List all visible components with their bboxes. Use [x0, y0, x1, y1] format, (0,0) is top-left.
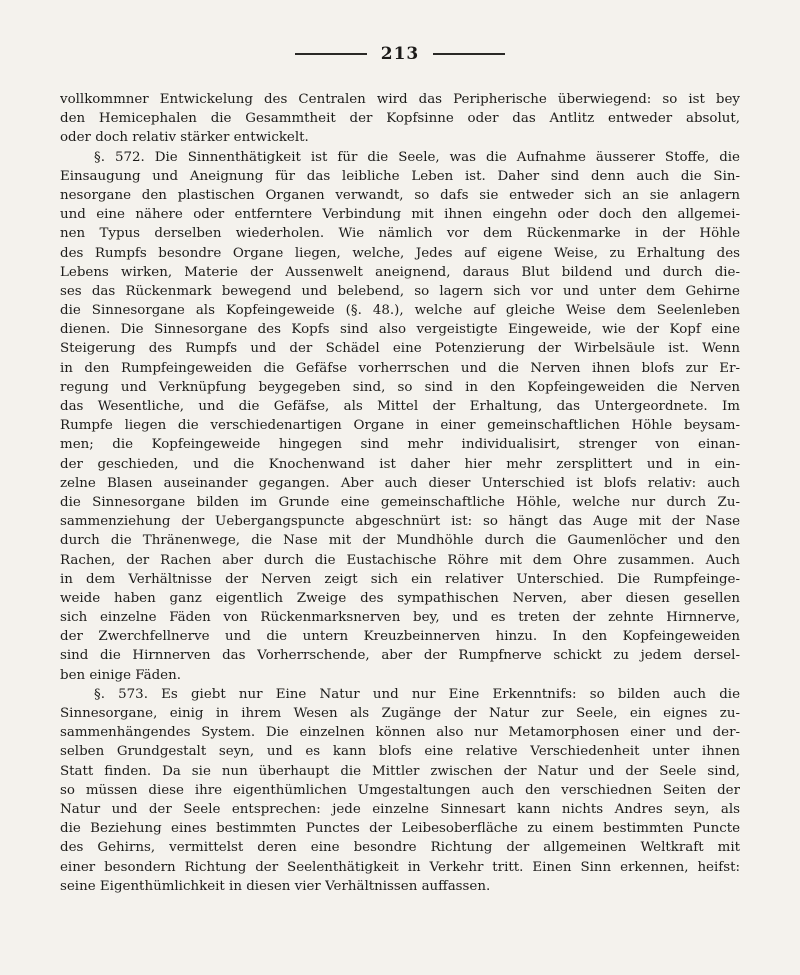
text-line: ben einige Fäden. — [60, 667, 181, 683]
text-line: die Sinnesorgane bilden im Grunde eine gemeinschaftliche Höhle, welche nur durch Zu- — [60, 494, 740, 510]
text-line: §. 573. Es giebt nur Eine Natur und nur Eine Erkenntnifs: so bilden auch die — [94, 686, 740, 702]
text-line: des Rumpfs besondre Organe liegen, welche, Jedes auf eigene Weise, zu Erhaltung des — [60, 245, 740, 261]
header-rule-right — [433, 53, 505, 55]
text-line: oder doch relativ stärker entwickelt. — [60, 130, 309, 146]
text-line: Lebens wirken, Materie der Aussenwelt aneignend, daraus Blut bildend und durch die- — [60, 264, 740, 280]
text-line: sich einzelne Fäden von Rückenmarksnerven bey, und es treten der zehnte Hirnnerve, — [60, 610, 740, 626]
text-line: seine Eigenthümlichkeit in diesen vier Verhältnissen auffassen. — [60, 878, 491, 894]
text-line: ses das Rückenmark bewegend und belebend, so lagern sich vor und unter dem Gehirne — [60, 283, 740, 299]
text-line: sammenhängendes System. Die einzelnen können also nur Metamorphosen einer und der- — [60, 725, 740, 741]
text-line: einer besondern Richtung der Seelenthätigkeit in Verkehr tritt. Einen Sinn erkennen, heifst: — [60, 859, 740, 875]
text-line: in dem Verhältnisse der Nerven zeigt sich ein relativer Unterschied. Die Rumpfeinge- — [60, 571, 740, 587]
page-body-text — [60, 90, 740, 896]
text-line: den Hemicephalen die Gesammtheit der Kopfsinne oder das Antlitz entweder absolut, — [60, 111, 740, 127]
text-line: nesorgane den plastischen Organen verwandt, so dafs sie entweder sich an sie anlagern — [60, 187, 740, 203]
text-line: men; die Kopfeingeweide hingegen sind mehr individualisirt, strenger von einan- — [60, 437, 740, 453]
text-line: zelne Blasen auseinander gegangen. Aber auch dieser Unterschied ist blofs relativ: auch — [60, 475, 740, 491]
text-line: Rumpfe liegen die verschiedenartigen Organe in einer gemeinschaftlichen Höhle beysam- — [60, 418, 740, 434]
text-line: Sinnesorgane, einig in ihrem Wesen als Zugänge der Natur zur Seele, ein eignes zu- — [60, 706, 740, 721]
text-line: die Beziehung eines bestimmten Punctes der Leibesoberfläche zu einem bestimmten Puncte — [60, 821, 740, 837]
page-number: 213 — [380, 44, 420, 64]
text-line: sammenziehung der Uebergangspuncte abgeschnürt ist: so hängt das Auge mit der Nase — [60, 514, 740, 530]
text-line: und eine nähere oder entferntere Verbindung mit ihnen eingehn oder doch den allgemei- — [60, 207, 740, 223]
text-line: Einsaugung und Aneignung für das leibliche Leben ist. Daher sind denn auch die Sin- — [60, 168, 740, 184]
text-line: des Gehirns, vermittelst deren eine besondre Richtung der allgemeinen Weltkraft mit — [60, 840, 740, 856]
text-line: weide haben ganz eigentlich Zweige des sympathischen Nerven, aber diesen gesellen — [60, 590, 740, 606]
text-line: sind die Hirnnerven das Vorherrschende, aber der Rumpfnerve schickt zu jedem dersel- — [60, 648, 740, 664]
text-line: der Zwerchfellnerve und die untern Kreuzbeinnerven hinzu. In den Kopfeingeweiden — [60, 629, 740, 645]
text-line: regung und Verknüpfung beygegeben sind, so sind in den Kopfeingeweiden die Nerven — [60, 379, 740, 395]
page-header — [0, 44, 800, 64]
text-line: selben Grundgestalt seyn, und es kann blofs eine relative Verschiedenheit unter ihnen — [60, 744, 740, 760]
text-line: nen Typus derselben wiederholen. Wie nämlich vor dem Rückenmarke in der Höhle — [60, 226, 740, 242]
text-line: §. 572. Die Sinnenthätigkeit ist für die Seele, was die Aufnahme äusserer Stoffe, die — [94, 149, 740, 165]
text-line: der geschieden, und die Knochenwand ist daher hier mehr zersplittert und in ein- — [60, 456, 740, 472]
text-line: die Sinnesorgane als Kopfeingeweide (§. 48.), welche auf gleiche Weise dem Seelenleben — [60, 303, 740, 319]
text-line: so müssen diese ihre eigenthümlichen Umgestaltungen auch den verschiednen Seiten der — [60, 782, 740, 798]
text-line: durch die Thränenwege, die Nase mit der Mundhöhle durch die Gaumenlöcher und den — [60, 533, 740, 549]
text-line: Natur und der Seele entsprechen: jede einzelne Sinnesart kann nichts Andres seyn, als — [60, 801, 740, 817]
header-rule-left — [295, 53, 367, 55]
text-line: Statt finden. Da sie nun überhaupt die Mittler zwischen der Natur und der Seele sind, — [60, 763, 740, 779]
text-line: dienen. Die Sinnesorgane des Kopfs sind also vergeistigte Eingeweide, wie der Kopf eine — [60, 322, 740, 338]
text-line: das Wesentliche, und die Gefäfse, als Mittel der Erhaltung, das Untergeordnete. Im — [60, 399, 740, 414]
text-line: Steigerung des Rumpfs und der Schädel eine Potenzierung der Wirbelsäule ist. Wenn — [60, 341, 740, 357]
text-line: in den Rumpfeingeweiden die Gefäfse vorherrschen und die Nerven ihnen blofs zur Er- — [60, 360, 740, 376]
text-line: Rachen, der Rachen aber durch die Eustachische Röhre mit dem Ohre zusammen. Auch — [60, 552, 740, 568]
text-line: vollkommner Entwickelung des Centralen wird das Peripherische überwiegend: so ist bey — [60, 92, 740, 107]
